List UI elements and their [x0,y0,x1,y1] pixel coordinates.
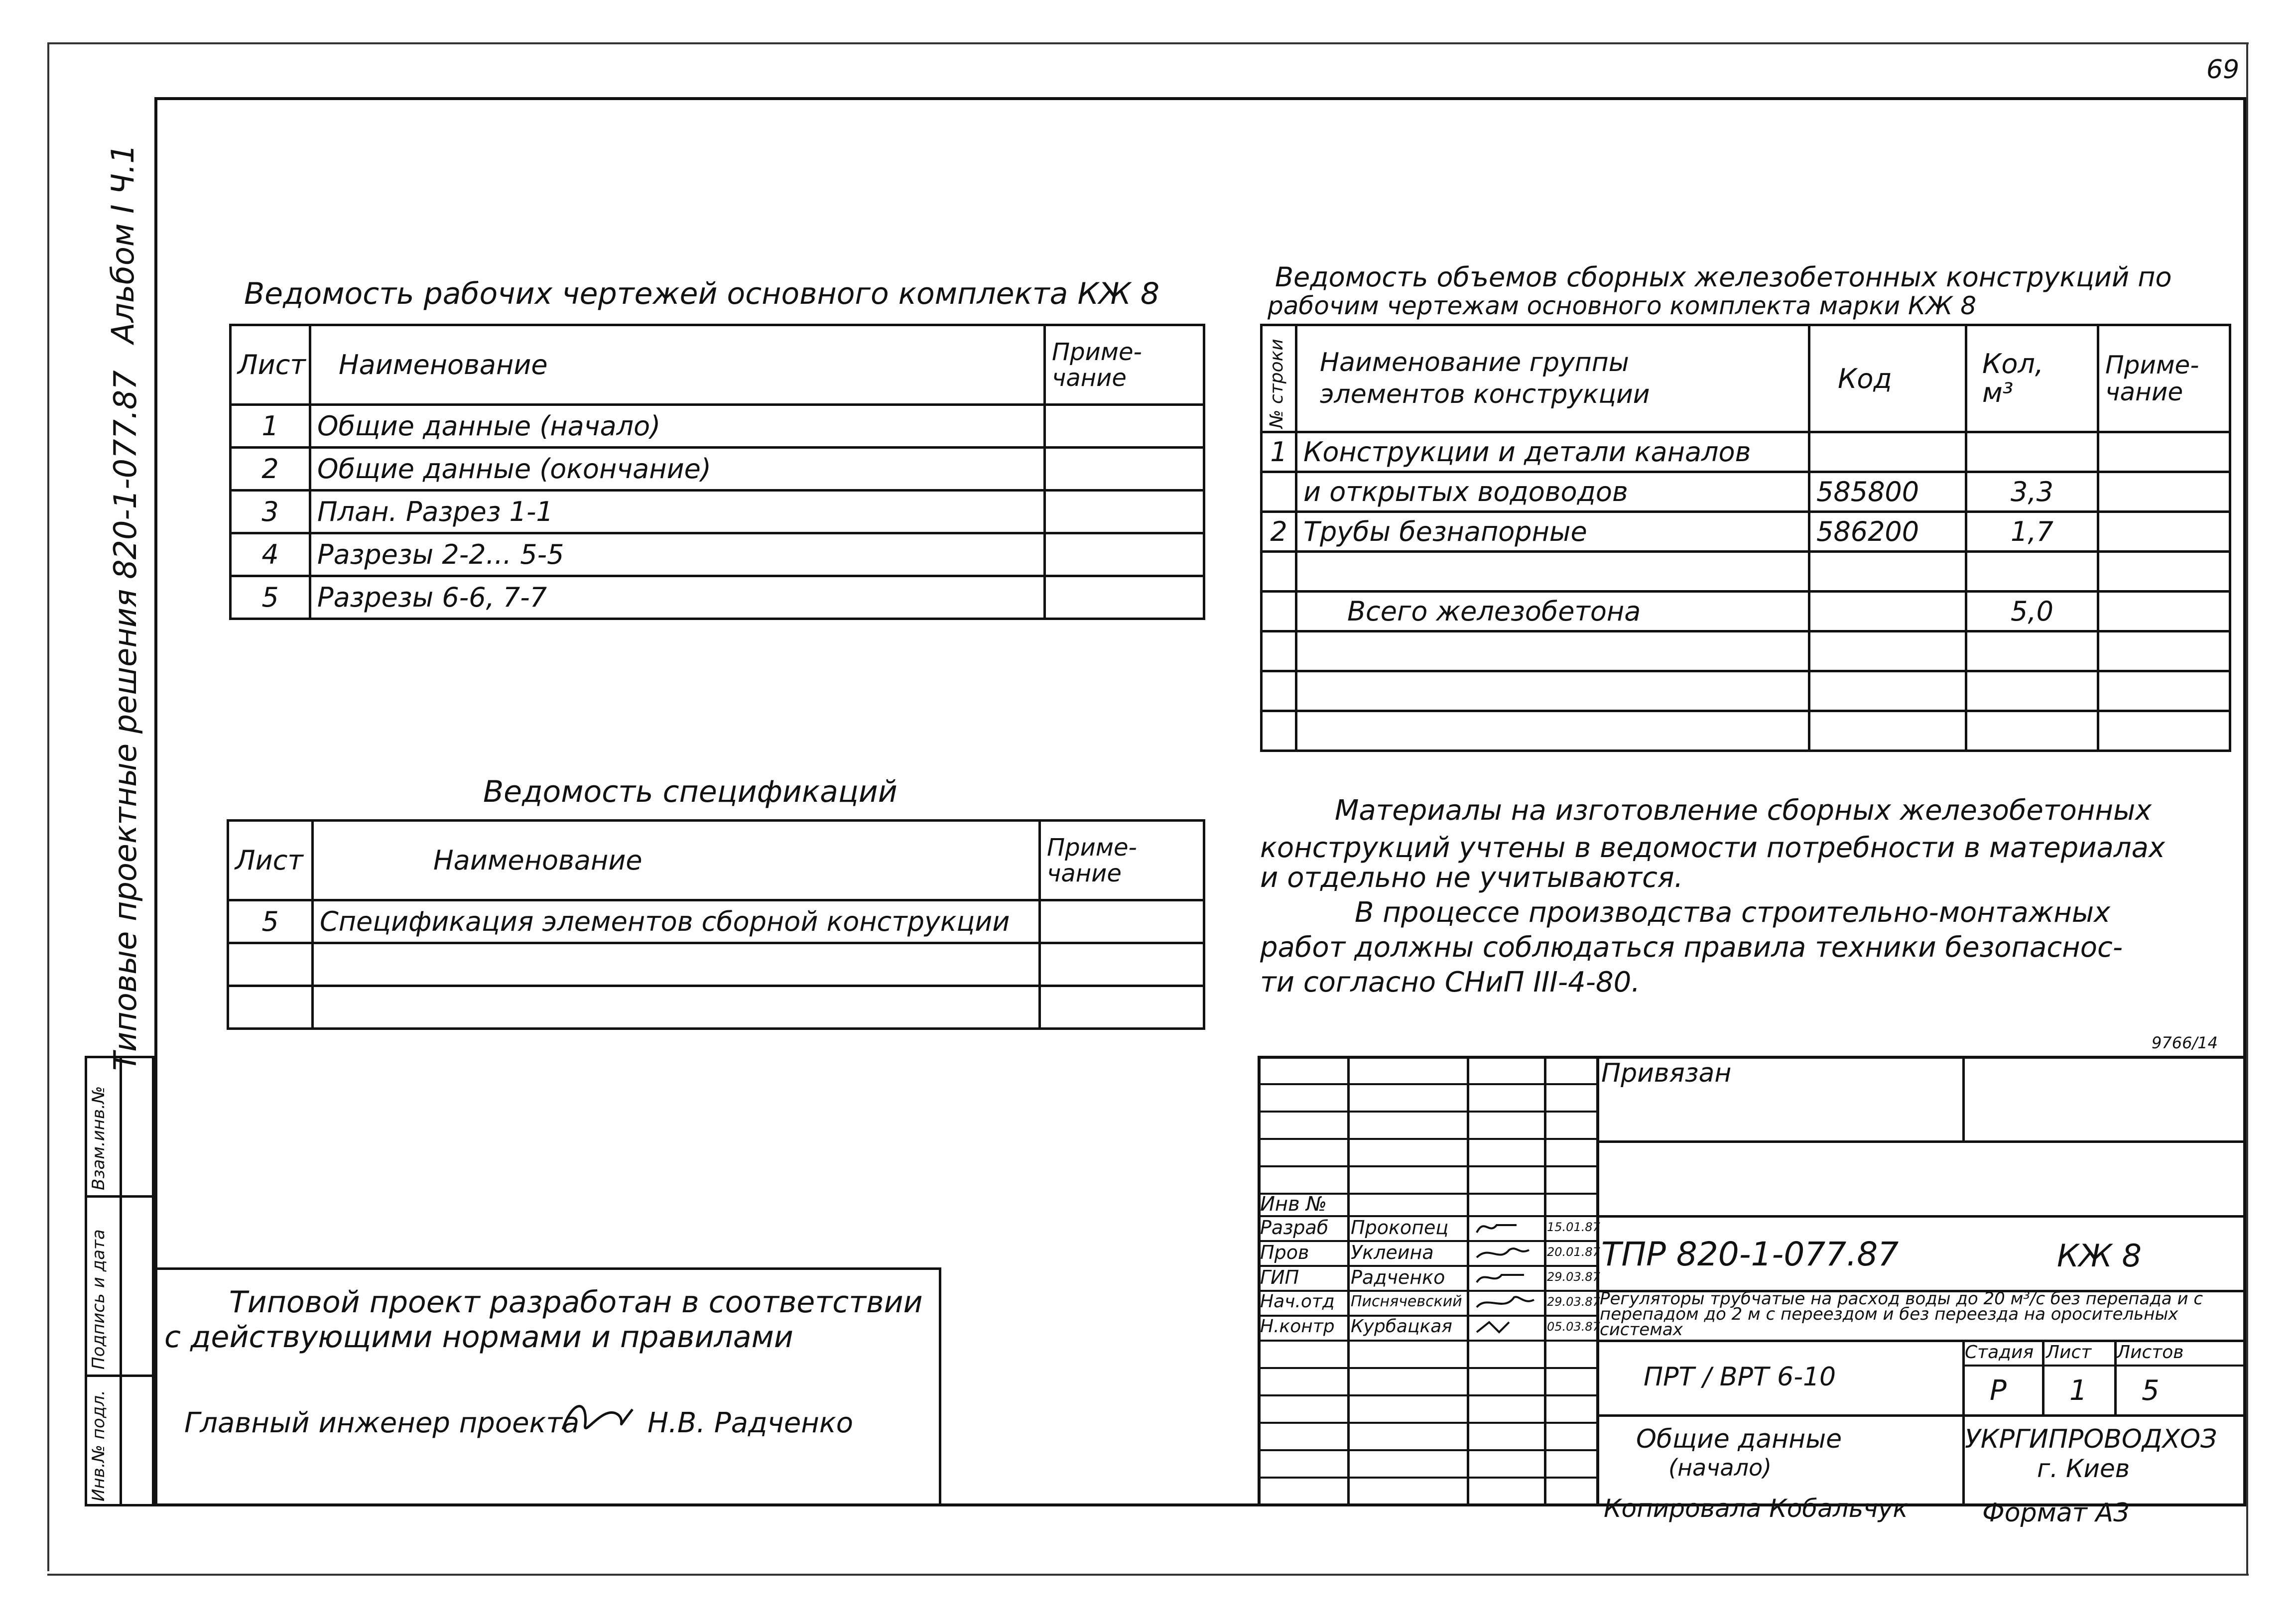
role-date: 29.03.87 [1547,1270,1600,1284]
doc-description: Регуляторы трубчатые на расход воды до 20 м³/с без перепада и с перепадом до 2 м с переездом и без переезда на оросительных системах [1600,1289,2203,1340]
volumes-table [1260,324,2231,752]
tb-hline [1258,1367,1596,1369]
stage-label: Стадия [1965,1342,2034,1363]
tb-hline [1258,1165,1596,1167]
volumes-header-code: Код [1809,325,1966,432]
spec-table [227,819,1205,1030]
spec-sheet [228,943,313,986]
org-line1: УКРГИПРОВОДХОЗ [1965,1424,2217,1454]
volumes-n [1262,552,1296,592]
trim-line-bottom [47,1574,2249,1576]
series-label: Типовые проектные решения 820-1-077.87 [107,370,143,1071]
drawings-sheet: 2 [231,448,310,491]
volumes-code [1809,711,1966,751]
volumes-note [2098,512,2230,552]
volumes-title-line1: Ведомость объемов сборных железобетонных конструкций по [1275,261,2172,293]
drawings-note [1045,533,1204,576]
drawings-sheet: 5 [231,576,310,619]
signature-mark [558,1394,638,1444]
drawings-note [1045,576,1204,619]
table-row [231,405,1204,448]
volumes-header-row-number [1262,325,1296,432]
note-line-5: работ должны соблюдаться правила техники безопаснос- [1260,931,2123,964]
org-line2: г. Киев [2037,1454,2130,1483]
tb-stage-vline-1 [2042,1340,2044,1414]
tb-right-hline-1 [1596,1140,2246,1143]
role-label: Н.контр [1260,1316,1335,1337]
spec-sheet [228,986,313,1029]
volumes-code [1809,552,1966,592]
reference-number: 9766/14 [2152,1033,2218,1052]
album-label: Альбом I Ч.1 [105,144,141,344]
tb-hline [1258,1083,1596,1085]
note-line-4: В процессе производства строительно-монтажных [1355,896,2111,929]
copied-by: Копировала Кобальчук [1604,1494,1908,1523]
table-row [228,900,1204,943]
drawings-name: Разрезы 6-6, 7-7 [310,576,1045,619]
volumes-note [2098,432,2230,472]
volumes-note [2098,552,2230,592]
drawings-name: Разрезы 2-2... 5-5 [310,533,1045,576]
drawings-header-name: Наименование [310,325,1045,405]
volumes-code [1809,631,1966,671]
spec-note [1040,986,1204,1029]
doc-code: ТПР 820-1-077.87 [1601,1235,1899,1273]
spec-sheet: 5 [228,900,313,943]
volumes-note [2098,631,2230,671]
drawings-sheet: 3 [231,491,310,533]
drawings-header-sheet: Лист [231,325,310,405]
stamp-sign-date: Подпись и дата [89,1229,109,1370]
stamp-replace-inv: Взам.инв.№ [89,1086,109,1190]
inv-label: Инв № [1260,1193,1327,1216]
volumes-name [1296,671,1809,711]
table-row [1262,711,2230,751]
role-name: Прокопец [1351,1217,1449,1239]
role-label: Разраб [1260,1217,1329,1239]
row-number-label: № строки [1267,339,1287,428]
tb-hline [1258,1111,1596,1113]
role-name: Писнячевский [1351,1293,1462,1310]
spec-header-name: Наименование [313,821,1040,900]
role-date: 20.01.87 [1547,1245,1600,1259]
drawings-note [1045,405,1204,448]
doc-mark: КЖ 8 [2057,1238,2142,1274]
tb-hline [1258,1394,1596,1396]
tb-hline [1258,1138,1596,1140]
stage-value: Р [1990,1374,2007,1407]
drawings-name: План. Разрез 1-1 [310,491,1045,533]
volumes-n [1262,711,1296,751]
sheet-name-line2: (начало) [1668,1454,1772,1481]
tb-hline [1258,1340,1596,1342]
volumes-name [1296,552,1809,592]
table-row [1262,552,2230,592]
note-line-6: ти согласно СНиП III-4-80. [1260,966,1641,998]
approval-line-2: с действующими нормами и правилами [164,1320,793,1355]
drawings-sheet: 1 [231,405,310,448]
role-name: Уклеина [1351,1242,1434,1263]
note-line-2: конструкций учтены в ведомости потребности в материалах [1260,832,2166,864]
volumes-name [1296,631,1809,671]
signatures [1469,1215,1541,1340]
volumes-header-name: Наименование группы элементов конструкции [1296,325,1809,432]
volumes-name: Всего железобетона [1296,592,1809,631]
volumes-qty [1966,711,2098,751]
role-date: 05.03.87 [1547,1320,1600,1334]
volumes-header-note: Приме- чание [2098,325,2230,432]
volumes-n [1262,671,1296,711]
volumes-qty: 5,0 [1966,592,2098,631]
volumes-code: 585800 [1809,472,1966,512]
drawings-note [1045,448,1204,491]
role-name: Курбацкая [1351,1316,1452,1337]
tb-stage-hline [1962,1365,2246,1367]
sheets-label: Листов [2117,1342,2184,1363]
left-stamp-divider [120,1056,122,1506]
left-stamp-sep-1 [85,1195,154,1198]
table-row [231,448,1204,491]
tb-hline [1258,1477,1596,1479]
drawings-sheet: 4 [231,533,310,576]
spec-note [1040,900,1204,943]
trim-line-right [2246,42,2248,1574]
role-date: 29.03.87 [1547,1295,1600,1309]
volumes-code [1809,432,1966,472]
page-number: 69 [2206,55,2240,85]
tb-vline-1 [1347,1056,1350,1506]
table-row [231,576,1204,619]
table-row [228,986,1204,1029]
spec-name [313,986,1040,1029]
spec-list-title: Ведомость спецификаций [483,774,897,809]
role-name: Радченко [1351,1266,1445,1288]
volumes-note [2098,592,2230,631]
volumes-n [1262,472,1296,512]
volumes-code: 586200 [1809,512,1966,552]
volumes-name: Конструкции и детали каналов [1296,432,1809,472]
tb-right-vline-bound [1962,1056,1965,1140]
table-row [1262,432,2230,472]
role-label: Пров [1260,1242,1309,1263]
volumes-n: 2 [1262,512,1296,552]
spec-header-note: Приме- чание [1040,821,1204,900]
table-row [1262,472,2230,512]
stamp-inv-orig: Инв.№ подл. [89,1390,109,1501]
volumes-note [2098,472,2230,512]
spec-name: Спецификация элементов сборной конструкции [313,900,1040,943]
chief-engineer-name: Н.В. Радченко [647,1407,853,1439]
left-stamp-sep-2 [85,1374,154,1377]
volumes-n [1262,631,1296,671]
volumes-qty: 3,3 [1966,472,2098,512]
role-label: Нач.отд [1260,1291,1335,1312]
sheet-label: Лист [2046,1342,2092,1363]
role-label: ГИП [1260,1266,1299,1288]
bound-label: Привязан [1601,1058,1732,1088]
volumes-code [1809,592,1966,631]
object-code: ПРТ / ВРТ 6-10 [1644,1362,1836,1392]
drawings-header-note: Приме- чание [1045,325,1204,405]
sheet-value: 1 [2069,1374,2087,1407]
spec-note [1040,943,1204,986]
volumes-name: Трубы безнапорные [1296,512,1809,552]
approval-line-1: Типовой проект разработан в соответствии [229,1285,923,1320]
note-line-1: Материалы на изготовление сборных железобетонных [1335,794,2152,827]
volumes-qty: 1,7 [1966,512,2098,552]
sheets-value: 5 [2142,1374,2160,1407]
format-label: Формат А3 [1982,1498,2130,1528]
trim-line-top [47,42,2249,44]
role-date: 15.01.87 [1547,1220,1600,1234]
drawings-name: Общие данные (начало) [310,405,1045,448]
volumes-qty [1966,432,2098,472]
table-row [1262,592,2230,631]
table-row [1262,631,2230,671]
tb-hline [1258,1422,1596,1424]
table-row [228,943,1204,986]
volumes-n: 1 [1262,432,1296,472]
volumes-name: и открытых водоводов [1296,472,1809,512]
table-row [1262,671,2230,711]
drawings-table [229,324,1205,620]
note-line-3: и отдельно не учитываются. [1260,862,1683,894]
tb-right-hline-5 [1596,1414,2246,1417]
drawings-name: Общие данные (окончание) [310,448,1045,491]
volumes-header-qty: Кол, м³ [1966,325,2098,432]
volumes-code [1809,671,1966,711]
tb-hline [1258,1449,1596,1451]
volumes-qty [1966,671,2098,711]
volumes-qty [1966,631,2098,671]
table-row [1262,512,2230,552]
table-row [231,491,1204,533]
table-row [231,533,1204,576]
sheet-name-line1: Общие данные [1636,1424,1842,1454]
tb-vline-3 [1544,1056,1546,1506]
volumes-title-line2: рабочим чертежам основного комплекта марки КЖ 8 [1268,291,1977,320]
volumes-name [1296,711,1809,751]
spec-name [313,943,1040,986]
drawings-note [1045,491,1204,533]
volumes-qty [1966,552,2098,592]
spec-header-sheet: Лист [228,821,313,900]
volumes-note [2098,711,2230,751]
volumes-note [2098,671,2230,711]
drawings-list-title: Ведомость рабочих чертежей основного комплекта КЖ 8 [244,276,1159,311]
tb-right-hline-2 [1596,1215,2246,1218]
trim-line-left [47,42,49,1571]
volumes-n [1262,592,1296,631]
chief-engineer-label: Главный инженер проекта [184,1407,580,1439]
